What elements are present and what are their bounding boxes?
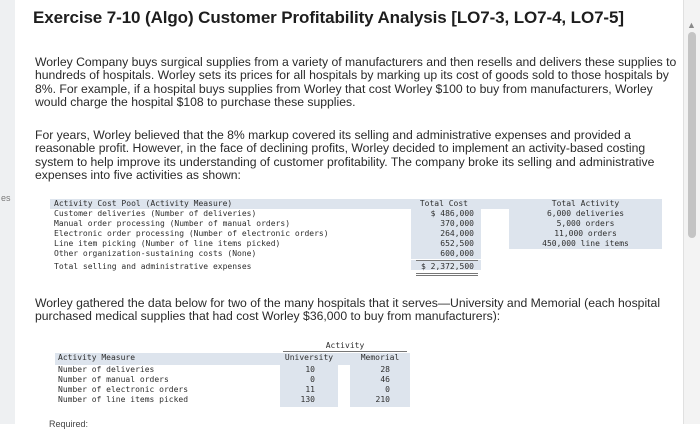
- memorial-value: 28: [380, 365, 390, 374]
- memorial-value: 46: [380, 375, 390, 384]
- pool-row-label: Electronic order processing (Number of electronic orders): [54, 229, 329, 238]
- context-paragraph: For years, Worley believed that the 8% markup covered its selling and administrative expenses and provided a reasonable profit. However, in the face of declining profits, Worley decided to implement an activity-based costing system to help improve its understanding of customer profitability. The company broke its selling and administrative expenses into five activities as shown:: [35, 128, 655, 183]
- header-memorial: Memorial: [360, 353, 400, 362]
- required-heading: Required:: [49, 419, 89, 429]
- total-label: Total selling and administrative expenses: [54, 262, 252, 271]
- pool-row-label: Manual order processing (Number of manual orders): [54, 219, 291, 228]
- university-value: 11: [305, 385, 315, 394]
- scroll-up-icon[interactable]: ▲: [687, 20, 696, 30]
- activity-group-header: Activity: [325, 341, 365, 350]
- total-rule: [416, 273, 478, 274]
- pool-row-label: Other organization-sustaining costs (None): [54, 249, 257, 258]
- pool-row-cost: 600,000: [440, 249, 474, 258]
- left-nav-strip: [0, 0, 15, 424]
- group-header-rule: [283, 351, 407, 352]
- university-value: 130: [300, 395, 315, 404]
- hospital-activity-table: [55, 341, 415, 416]
- total-cost: $ 2,372,500: [421, 262, 474, 271]
- header-activity: Total Activity: [551, 199, 620, 208]
- subtotal-rule: [416, 260, 478, 261]
- memorial-value: 210: [375, 395, 390, 404]
- university-value: 10: [305, 365, 315, 374]
- data-paragraph: Worley gathered the data below for two of the many hospitals that it serves—University and Memorial (each hospital purchased medical supplies that had cost Worley $36,000 to buy from manufacturers):: [35, 296, 661, 324]
- measure-row-label: Number of electronic orders: [58, 385, 189, 394]
- pool-row-cost: 652,500: [440, 239, 474, 248]
- pool-row-cost: 370,000: [440, 219, 474, 228]
- measure-row-label: Number of manual orders: [58, 375, 169, 384]
- header-pool: Activity Cost Pool (Activity Measure): [54, 199, 233, 208]
- pool-row-activity: 5,000 orders: [556, 219, 615, 228]
- pool-row-activity: 6,000 deliveries: [546, 209, 625, 218]
- memorial-value: 0: [385, 385, 390, 394]
- university-value: 0: [310, 375, 315, 384]
- pool-row-cost: $ 486,000: [430, 209, 474, 218]
- measure-row-label: Number of line items picked: [58, 395, 189, 404]
- side-tag: es: [1, 193, 11, 203]
- intro-paragraph: Worley Company buys surgical supplies from a variety of manufacturers and then resells and delivers these supplies to hundreds of hospitals. Worley sets its prices for all hospitals by marking up its cost of goods sold to those hospitals by 8%. For example, if a hospital buys supplies from Worley that cost Worley $100 to buy from manufacturers, Worley would charge the hospital $108 to purchase these supplies.: [35, 55, 677, 110]
- page-title: Exercise 7-10 (Algo) Customer Profitability Analysis [LO7-3, LO7-4, LO7-5]: [33, 8, 624, 27]
- header-university: University: [284, 353, 334, 362]
- pool-row-activity: 450,000 line items: [542, 239, 629, 248]
- header-measure: Activity Measure: [58, 353, 136, 362]
- measure-row-label: Number of deliveries: [58, 365, 155, 374]
- scrollbar[interactable]: [683, 0, 700, 424]
- total-rule: [416, 275, 478, 276]
- scroll-thumb[interactable]: [688, 32, 696, 238]
- pool-row-label: Line item picking (Number of line items picked): [54, 239, 281, 248]
- pool-row-cost: 264,000: [440, 229, 474, 238]
- activity-cost-pool-table: [50, 199, 680, 285]
- pool-row-label: Customer deliveries (Number of deliveries): [54, 209, 257, 218]
- header-cost: Total Cost: [419, 199, 468, 208]
- pool-row-activity: 11,000 orders: [554, 229, 617, 238]
